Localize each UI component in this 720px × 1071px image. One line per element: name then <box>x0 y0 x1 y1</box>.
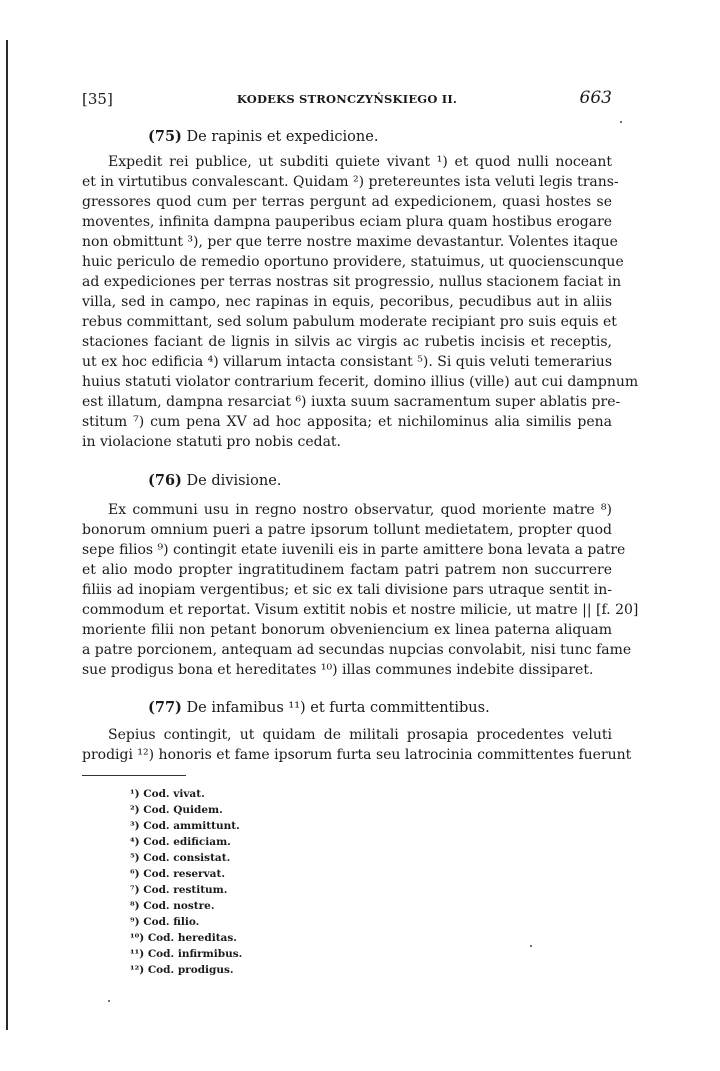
footnote: ²) Cod. Quidem. <box>130 804 223 816</box>
page-number: 663 <box>579 88 612 108</box>
text-line: Ex communi usu in regno nostro observatur, quod moriente matre ⁸) <box>108 502 612 518</box>
text-line: villa, sed in campo, nec rapinas in equis, pecoribus, pecudibus aut in aliis <box>82 294 612 310</box>
text-line: est illatum, dampna resarciat ⁶) iuxta suum sacramentum super ablatis pre- <box>82 394 621 410</box>
footnote-rule <box>82 775 186 776</box>
footnote: ¹) Cod. vivat. <box>130 788 205 800</box>
section-number: (75) <box>148 128 182 145</box>
footnote: ³) Cod. ammittunt. <box>130 820 240 832</box>
running-header <box>82 88 612 110</box>
scan-speck <box>620 121 622 123</box>
section-heading <box>148 698 490 718</box>
text-line: non obmittunt ³), per que terre nostre maxime devastantur. Volentes itaque <box>82 234 618 250</box>
section-heading <box>148 127 378 147</box>
text-line: stitum ⁷) cum pena XV ad hoc apposita; et nichilominus alia similis pena <box>82 414 612 430</box>
text-line: rebus committant, sed solum pabulum moderate recipiant pro suis equis et <box>82 314 617 330</box>
section-title: De rapinis et expedicione. <box>186 129 379 145</box>
text-line: prodigi ¹²) honoris et fame ipsorum furta seu latrocinia committentes fuerunt <box>82 747 632 763</box>
text-line: moventes, infinita dampna pauperibus eciam plura quam hostibus erogare <box>82 214 613 230</box>
text-line: sepe filios ⁹) contingit etate iuvenili eis in parte amittere bona levata a patre <box>82 542 626 558</box>
text-line: huius statuti violator contrarium fecerit, domino illius (ville) aut cui dampnum <box>82 374 639 390</box>
text-line: ad expediciones per terras nostras sit progressio, nullus stacionem faciat in <box>82 274 622 290</box>
text-line: bonorum omnium pueri a patre ipsorum tollunt medietatem, propter quod <box>82 522 612 538</box>
section-title: De infamibus ¹¹) et furta committentibus. <box>186 700 490 716</box>
text-line: gressores quod cum per terras pergunt ad expedicionem, quasi hostes se <box>82 194 612 210</box>
section-number: (77) <box>148 699 182 716</box>
text-line: Expedit rei publice, ut subditi quiete vivant ¹) et quod nulli noceant <box>108 154 612 170</box>
text-line: sue prodigus bona et hereditates ¹⁰) illas communes indebite dissiparet. <box>82 662 594 678</box>
footnote: ⁵) Cod. consistat. <box>130 852 231 864</box>
footnote: ⁸) Cod. nostre. <box>130 900 215 912</box>
footnote: ¹⁰) Cod. hereditas. <box>130 932 237 944</box>
footnote: ⁹) Cod. filio. <box>130 916 200 928</box>
text-line: filiis ad inopiam vergentibus; et sic ex tali divisione pars utraque sentit in- <box>82 582 612 598</box>
footnote: ¹²) Cod. prodigus. <box>130 964 234 976</box>
scan-speck <box>108 1000 110 1002</box>
text-line: moriente filii non petant bonorum obveniencium ex linea paterna aliquam <box>82 622 612 638</box>
scan-speck <box>530 945 532 947</box>
section-heading <box>148 471 281 491</box>
text-line: commodum et reportat. Visum extitit nobis et nostre milicie, ut matre || [f. 20] <box>82 602 639 618</box>
section-title: De divisione. <box>186 473 282 489</box>
text-line: et in virtutibus convalescant. Quidam ²) pretereuntes ista veluti legis trans- <box>82 174 619 190</box>
text-line: ut ex hoc edificia ⁴) villarum intacta consistant ⁵). Si quis veluti temerarius <box>82 354 612 370</box>
footnote: ¹¹) Cod. infirmibus. <box>130 948 243 960</box>
text-line: in violacione statuti pro nobis cedat. <box>82 434 341 450</box>
text-line: et alio modo propter ingratitudinem factam patri patrem non succurrere <box>82 562 612 578</box>
footnote: ⁷) Cod. restitum. <box>130 884 228 896</box>
section-number: (76) <box>148 472 182 489</box>
footnote: ⁴) Cod. edificiam. <box>130 836 231 848</box>
binding-edge <box>6 40 8 1030</box>
page-bracket-number: [35] <box>82 90 113 108</box>
text-line: huic periculo de remedio oportuno providere, statuimus, ut quocienscunque <box>82 254 624 270</box>
running-title: KODEKS STRONCZYŃSKIEGO II. <box>236 92 458 106</box>
text-line: Sepius contingit, ut quidam de militali prosapia procedentes veluti <box>108 727 612 743</box>
text-line: a patre porcionem, antequam ad secundas nupcias convolabit, nisi tunc fame <box>82 642 632 658</box>
text-line: staciones faciant de lignis in silvis ac virgis ac rubetis incisis et receptis, <box>82 334 612 350</box>
footnote: ⁶) Cod. reservat. <box>130 868 225 880</box>
